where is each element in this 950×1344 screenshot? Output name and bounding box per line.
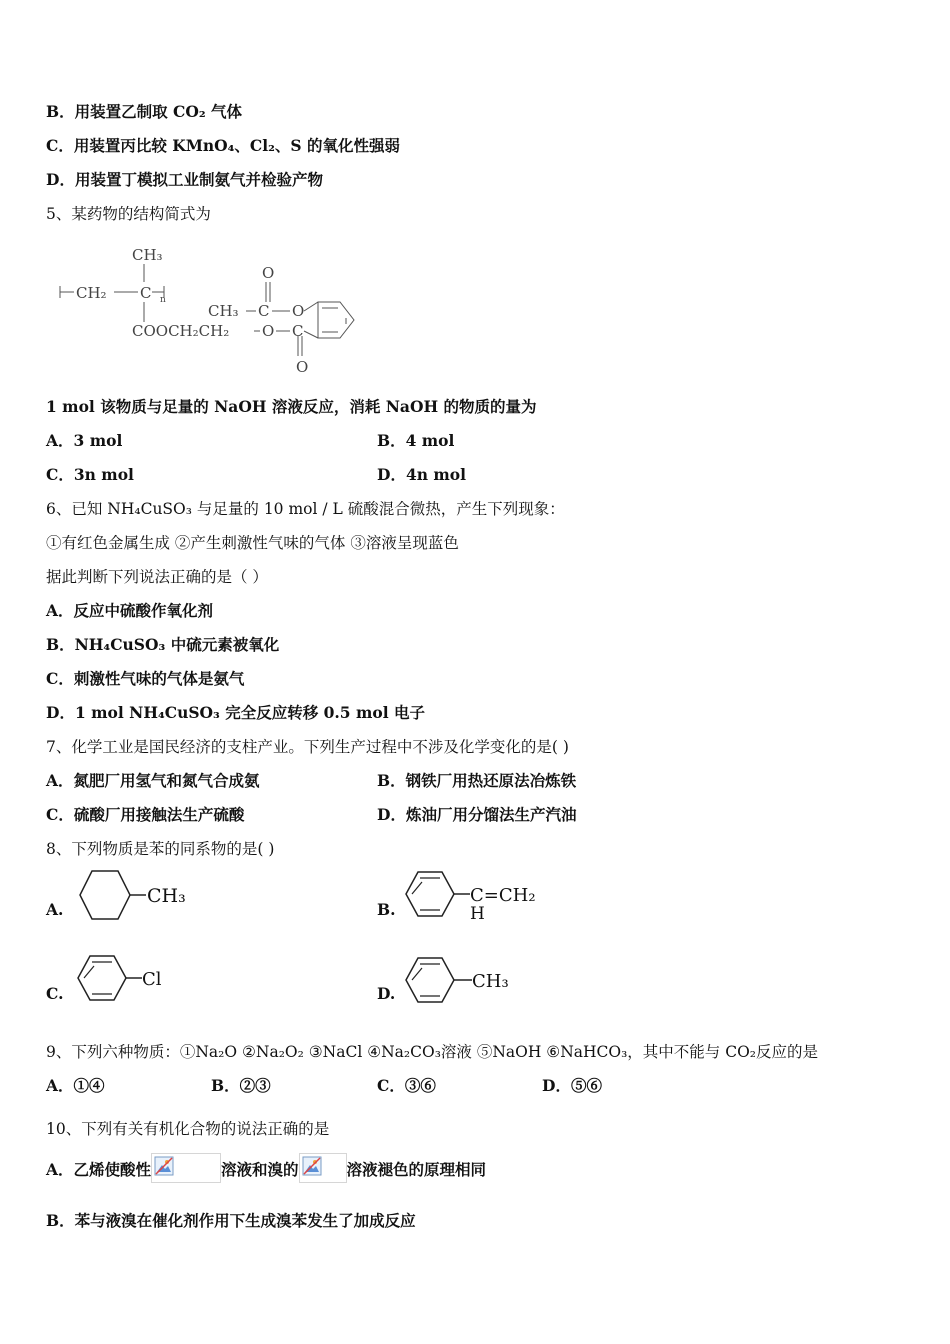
q10-a-text-1: A．乙烯使酸性	[46, 1160, 152, 1179]
q10-option-a	[46, 1152, 486, 1188]
q8-b-group: C=CH₂	[470, 885, 536, 906]
q5-structure-image	[46, 240, 376, 380]
q7-option-c: C．硫酸厂用接触法生产硫酸	[46, 805, 245, 824]
q6-stem: 6、已知 NH₄CuSO₃ 与足量的 10 mol / L 硫酸混合微热，产生下列现象：	[46, 500, 565, 518]
q5-lbl-c-acetyl: C	[258, 302, 270, 320]
q5-lbl-ch3-top: CH₃	[132, 246, 163, 264]
q4-option-d: D．用装置丁模拟工业制氨气并检验产物	[46, 170, 323, 189]
q8-option-a-label: A.	[46, 900, 64, 919]
q5-question: 1 mol 该物质与足量的 NaOH 溶液反应，消耗 NaOH 的物质的量为	[46, 397, 537, 416]
q8-option-b-structure	[400, 866, 550, 924]
q5-lbl-cooch2ch2: COOCH₂CH₂	[132, 322, 230, 340]
q4-option-c: C．用装置丙比较 KMnO₄、Cl₂、S 的氧化性强弱	[46, 136, 401, 155]
q9-option-a: A．①④	[46, 1076, 105, 1095]
q5-lbl-o-upper: O	[292, 302, 305, 320]
q10-stem: 10、下列有关有机化合物的说法正确的是	[46, 1120, 330, 1138]
q10-option-b: B．苯与液溴在催化剂作用下生成溴苯发生了加成反应	[46, 1211, 416, 1230]
q5-lbl-o-lower: O	[296, 358, 309, 376]
q8-option-b-label: B.	[377, 900, 396, 919]
q9-stem: 9、下列六种物质：①Na₂O ②Na₂O₂ ③NaCl ④Na₂CO₃溶液 ⑤NaOH ⑥NaHCO₃，其中不能与 CO₂反应的是	[46, 1043, 818, 1061]
q5-option-d: D．4n mol	[377, 465, 467, 484]
q6-option-c: C．刺激性气味的气体是氨气	[46, 669, 245, 688]
q8-c-group: Cl	[142, 969, 162, 990]
q9-option-c: C．③⑥	[377, 1076, 436, 1095]
q6-option-b: B．NH₄CuSO₃ 中硫元素被氧化	[46, 635, 280, 654]
q8-option-d-structure	[400, 952, 530, 1010]
q5-lbl-o-ester: O	[262, 322, 275, 340]
q8-a-group: CH₃	[147, 885, 186, 907]
q6-option-d: D．1 mol NH₄CuSO₃ 完全反应转移 0.5 mol 电子	[46, 703, 426, 722]
q8-b-h: H	[470, 904, 485, 924]
q6-prompt: 据此判断下列说法正确的是（ ）	[46, 568, 268, 586]
broken-image-icon	[151, 1153, 221, 1183]
q9-option-d: D．⑤⑥	[542, 1076, 602, 1095]
q5-stem: 5、某药物的结构简式为	[46, 205, 211, 223]
q5-lbl-c-backbone: C	[140, 284, 152, 302]
q8-stem: 8、下列物质是苯的同系物的是( )	[46, 840, 275, 858]
q7-stem: 7、化学工业是国民经济的支柱产业。下列生产过程中不涉及化学变化的是( )	[46, 738, 569, 756]
q8-option-d-label: D.	[377, 984, 396, 1003]
q8-d-group: CH₃	[472, 971, 509, 992]
q5-lbl-c-lower: C	[292, 322, 304, 340]
q9-option-b: B．②③	[211, 1076, 271, 1095]
q4-option-b: B．用装置乙制取 CO₂ 气体	[46, 102, 243, 121]
q10-a-text-3: 溶液褪色的原理相同	[346, 1160, 487, 1179]
q5-option-a: A．3 mol	[46, 431, 123, 450]
q8-option-c-label: C.	[46, 984, 64, 1003]
q5-option-c: C．3n mol	[46, 465, 134, 484]
broken-image-icon	[299, 1153, 347, 1183]
q5-lbl-n: n	[160, 295, 166, 305]
q7-option-a: A．氮肥厂用氢气和氮气合成氨	[46, 771, 260, 790]
q6-phenomena: ①有红色金属生成 ②产生刺激性气味的气体 ③溶液呈现蓝色	[46, 534, 459, 552]
q8-option-c-structure	[72, 950, 182, 1008]
q6-option-a: A．反应中硫酸作氧化剂	[46, 601, 214, 620]
q7-option-d: D．炼油厂用分馏法生产汽油	[377, 805, 577, 824]
q8-option-a-structure	[70, 868, 200, 924]
q5-option-b: B．4 mol	[377, 431, 455, 450]
q7-option-b: B．钢铁厂用热还原法冶炼铁	[377, 771, 577, 790]
q5-lbl-ch3-acetyl: CH₃	[208, 302, 239, 320]
q5-lbl-o-top: O	[262, 264, 275, 282]
q5-lbl-ch2: CH₂	[76, 284, 107, 302]
q10-a-text-2: 溶液和溴的	[221, 1160, 299, 1179]
